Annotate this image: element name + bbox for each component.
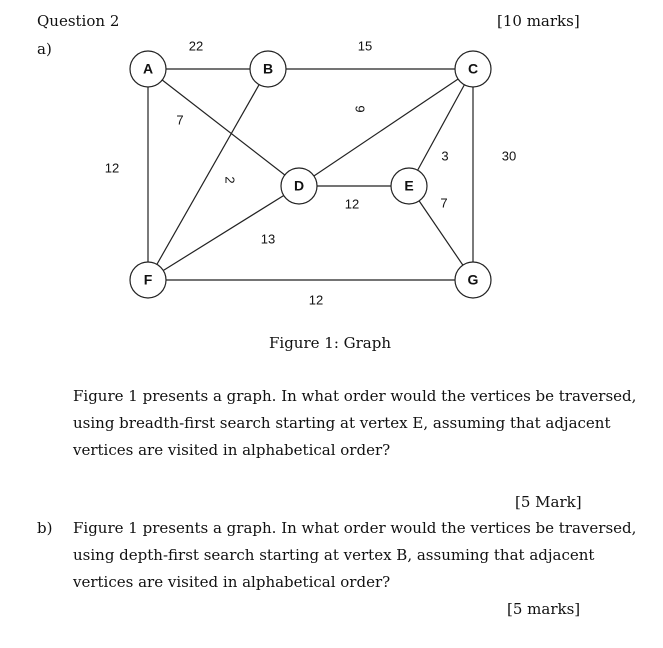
edge-weight-e-g: 7 (440, 195, 448, 211)
node-a (130, 51, 166, 87)
node-f (130, 262, 166, 298)
edge-weight-c-g: 30 (501, 148, 517, 164)
part-b-label: b) (37, 519, 53, 537)
edge-b-f (148, 69, 268, 280)
node-label: G (467, 271, 479, 288)
edge-c-e (409, 69, 473, 186)
part-a-line: using breadth-first search starting at vertex E, assuming that adjacent (73, 414, 611, 432)
edge-weight-b-f: 2 (222, 176, 238, 184)
edge-weight-d-e: 12 (344, 196, 360, 212)
edge-weight-c-d: 9 (352, 105, 368, 113)
node-label: C (467, 60, 479, 77)
part-b-line: vertices are visited in alphabetical order? (73, 573, 391, 591)
part-a-line: vertices are visited in alphabetical order? (73, 441, 391, 459)
node-c (455, 51, 491, 87)
edge-weight-a-d: 7 (176, 112, 184, 128)
part-a-marks: [5 Mark] (515, 493, 582, 511)
question-marks: [10 marks] (497, 12, 580, 30)
part-b-marks: [5 marks] (507, 600, 581, 618)
edge-c-d (299, 69, 473, 186)
edge-weight-a-f: 12 (104, 160, 120, 176)
edge-weight-d-f: 13 (260, 231, 276, 247)
edge-a-d (148, 69, 299, 186)
edge-weight-b-c: 15 (357, 38, 373, 54)
node-label: D (293, 177, 305, 194)
edge-weight-a-b: 22 (188, 38, 204, 54)
part-b-line: using depth-first search starting at vertex B, assuming that adjacent (73, 546, 595, 564)
part-b-question (73, 515, 637, 596)
edge-d-f (148, 186, 299, 280)
node-label: B (262, 60, 274, 77)
node-label: E (404, 177, 414, 194)
part-a-question (73, 383, 637, 464)
node-label: F (143, 271, 153, 288)
node-e (391, 168, 427, 204)
node-label: A (142, 60, 154, 77)
part-b-line: Figure 1 presents a graph. In what order would the vertices be traversed, (73, 519, 637, 537)
node-b (250, 51, 286, 87)
edge-weight-c-e: 3 (441, 148, 449, 164)
edge-weight-f-g: 12 (308, 292, 324, 308)
question-title: Question 2 (37, 12, 120, 30)
part-a-label: a) (37, 40, 52, 58)
part-a-line: Figure 1 presents a graph. In what order would the vertices be traversed, (73, 387, 637, 405)
figure-caption: Figure 1: Graph (269, 334, 392, 352)
node-g (455, 262, 491, 298)
node-d (281, 168, 317, 204)
